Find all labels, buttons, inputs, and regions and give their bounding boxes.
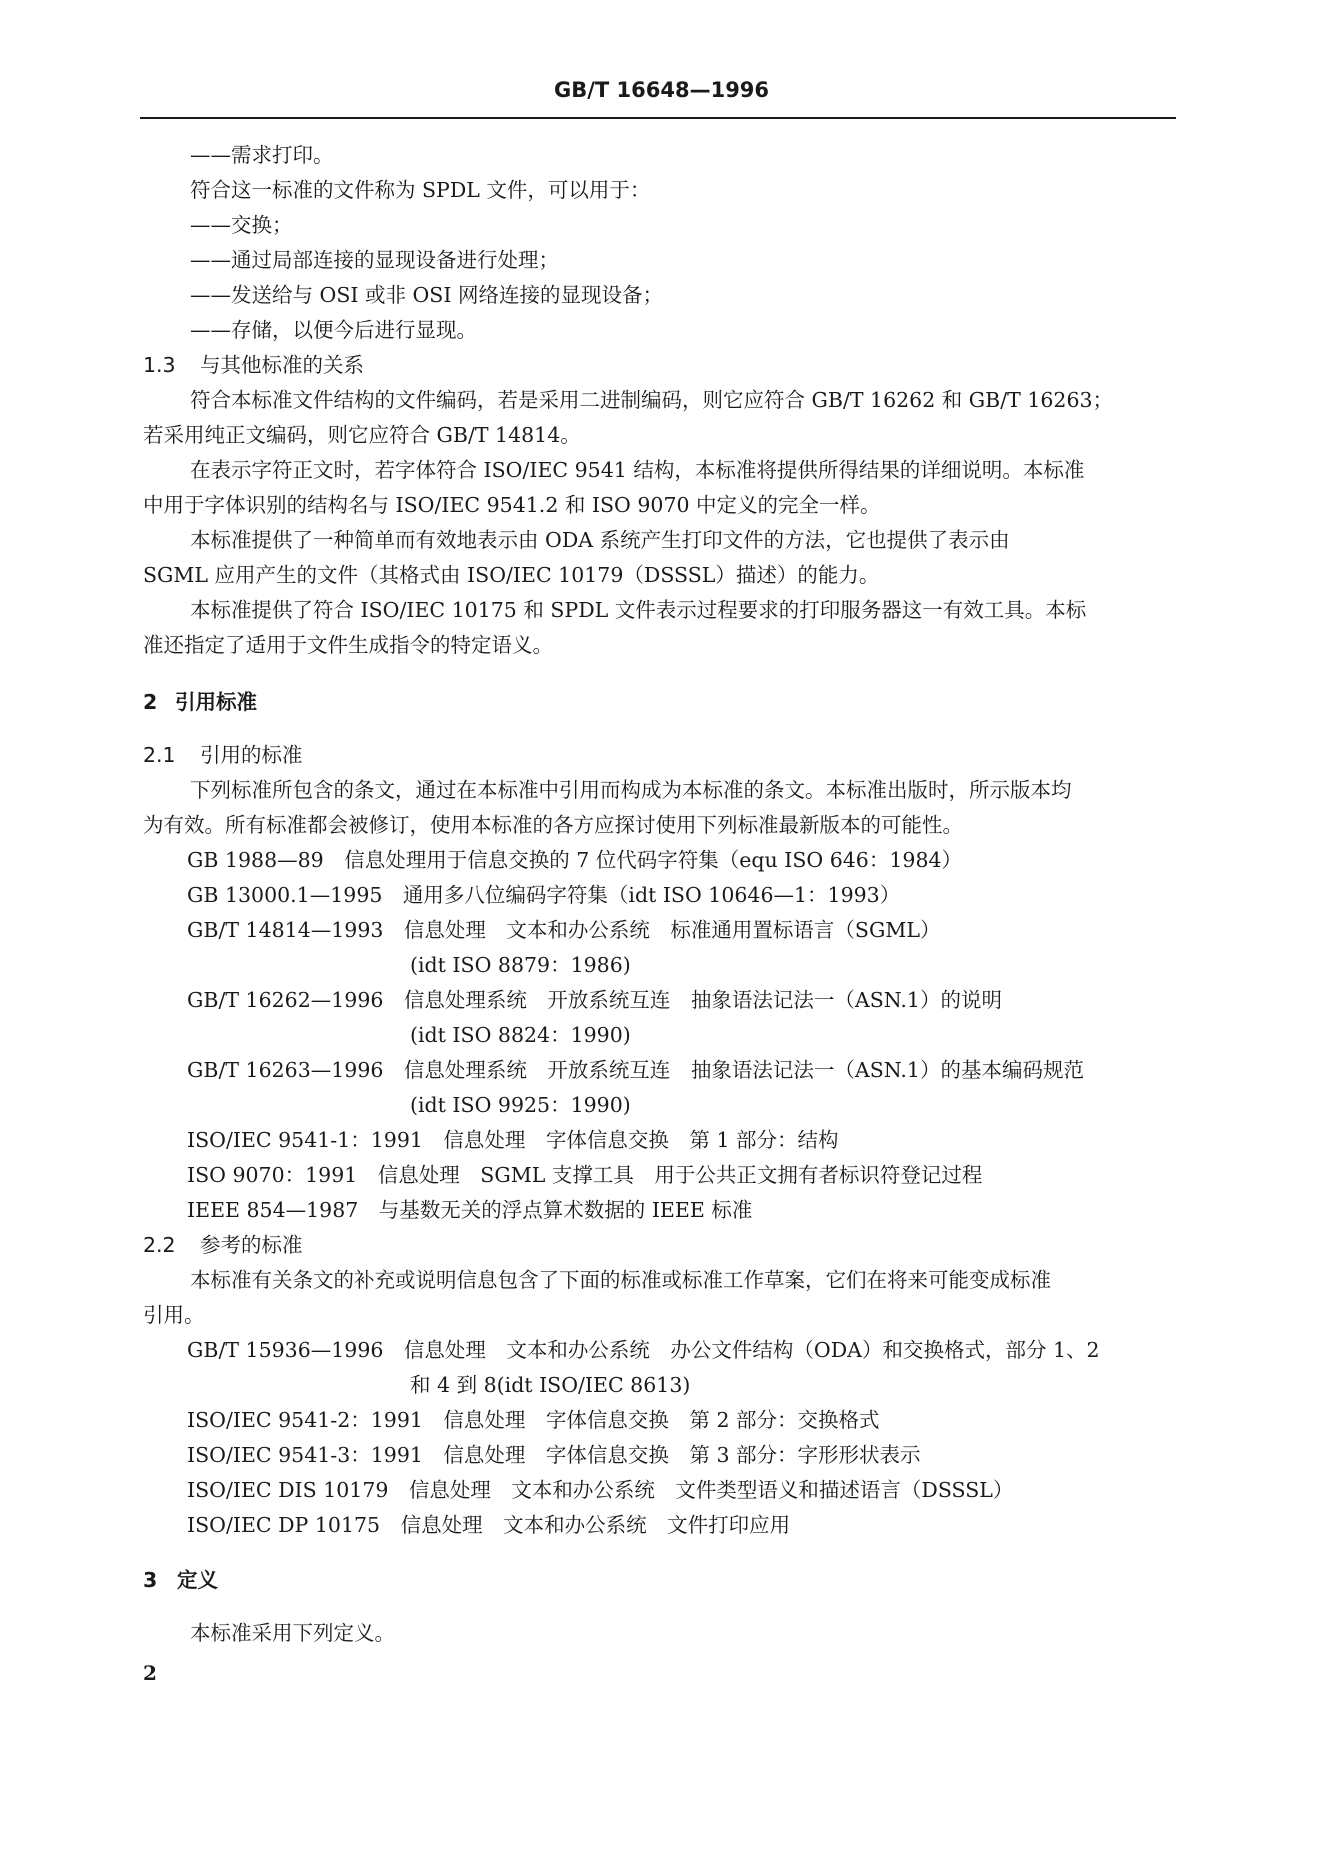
list-item-exchange: ——交换； — [190, 213, 293, 237]
paragraph-line: 中用于字体识别的结构名与 ISO/IEC 9541.2 和 ISO 9070 中定义的完全一样。 — [143, 493, 881, 517]
section-number: 2.2 — [143, 1233, 176, 1257]
section-number: 2.1 — [143, 743, 176, 767]
chapter-title: 引用标准 — [175, 690, 257, 714]
list-item-local: ——通过局部连接的显现设备进行处理； — [190, 248, 559, 272]
section-number: 1.3 — [143, 353, 176, 377]
list-item-print: ——需求打印。 — [190, 143, 334, 167]
header-rule — [140, 117, 1176, 119]
paragraph-line: 若采用纯正文编码，则它应符合 GB/T 14814。 — [143, 423, 581, 447]
reference-entry: GB/T 15936—1996 信息处理 文本和办公系统 办公文件结构（ODA）和交换格式，部分 1、2 — [187, 1338, 1100, 1362]
reference-entry: ISO/IEC 9541-3：1991 信息处理 字体信息交换 第 3 部分：字形形状表示 — [187, 1443, 921, 1467]
reference-entry: GB/T 16263—1996 信息处理系统 开放系统互连 抽象语法记法一（ASN.1）的基本编码规范 — [187, 1058, 1084, 1082]
paragraph-line: 符合本标准文件结构的文件编码，若是采用二进制编码，则它应符合 GB/T 16262 和 GB/T 16263； — [190, 388, 1114, 412]
section-title: 与其他标准的关系 — [200, 353, 364, 377]
reference-entry-cont: (idt ISO 9925：1990) — [410, 1093, 631, 1117]
section-title: 参考的标准 — [200, 1233, 303, 1257]
paragraph-line: 本标准提供了符合 ISO/IEC 10175 和 SPDL 文件表示过程要求的打印服务器这一有效工具。本标 — [190, 598, 1087, 622]
list-item-network: ——发送给与 OSI 或非 OSI 网络连接的显现设备； — [190, 283, 663, 307]
section-title: 引用的标准 — [200, 743, 303, 767]
list-item-storage: ——存储，以便今后进行显现。 — [190, 318, 477, 342]
paragraph-line: 为有效。所有标准都会被修订，使用本标准的各方应探讨使用下列标准最新版本的可能性。 — [143, 813, 963, 837]
reference-entry: ISO/IEC 9541-1：1991 信息处理 字体信息交换 第 1 部分：结构 — [187, 1128, 839, 1152]
chapter-number: 2 — [143, 690, 158, 714]
paragraph-line: 本标准采用下列定义。 — [190, 1621, 395, 1645]
paragraph-line: 下列标准所包含的条文，通过在本标准中引用而构成为本标准的条文。本标准出版时，所示版本均 — [190, 778, 1072, 802]
reference-entry: ISO 9070：1991 信息处理 SGML 支撑工具 用于公共正文拥有者标识符登记过程 — [187, 1163, 983, 1187]
paragraph-line: SGML 应用产生的文件（其格式由 ISO/IEC 10179（DSSSL）描述）的能力。 — [143, 563, 880, 587]
chapter-title: 定义 — [177, 1568, 218, 1592]
chapter-number: 3 — [143, 1568, 158, 1592]
reference-entry: GB 1988—89 信息处理用于信息交换的 7 位代码字符集（equ ISO 646：1984） — [187, 848, 963, 872]
reference-entry: GB 13000.1—1995 通用多八位编码字符集（idt ISO 10646—1：1993） — [187, 883, 901, 907]
paragraph-line: 引用。 — [143, 1303, 205, 1327]
reference-entry: ISO/IEC 9541-2：1991 信息处理 字体信息交换 第 2 部分：交换格式 — [187, 1408, 880, 1432]
paragraph-line: 准还指定了适用于文件生成指令的特定语义。 — [143, 633, 553, 657]
running-header: GB/T 16648—1996 — [553, 78, 770, 102]
reference-entry-cont: (idt ISO 8879：1986) — [410, 953, 631, 977]
reference-entry: GB/T 16262—1996 信息处理系统 开放系统互连 抽象语法记法一（ASN.1）的说明 — [187, 988, 1002, 1012]
reference-entry-cont: (idt ISO 8824：1990) — [410, 1023, 631, 1047]
reference-entry: IEEE 854—1987 与基数无关的浮点算术数据的 IEEE 标准 — [187, 1198, 753, 1222]
paragraph-line: 在表示字符正文时，若字体符合 ISO/IEC 9541 结构，本标准将提供所得结果的详细说明。本标准 — [190, 458, 1085, 482]
reference-entry-cont: 和 4 到 8(idt ISO/IEC 8613) — [410, 1373, 691, 1397]
reference-entry: GB/T 14814—1993 信息处理 文本和办公系统 标准通用置标语言（SGML） — [187, 918, 941, 942]
page-number: 2 — [143, 1661, 157, 1685]
paragraph-line: 本标准有关条文的补充或说明信息包含了下面的标准或标准工作草案，它们在将来可能变成标准 — [190, 1268, 1051, 1292]
paragraph-line: 本标准提供了一种简单而有效地表示由 ODA 系统产生打印文件的方法，它也提供了表示由 — [190, 528, 1010, 552]
paragraph: 符合这一标准的文件称为 SPDL 文件，可以用于： — [190, 178, 651, 202]
reference-entry: ISO/IEC DP 10175 信息处理 文本和办公系统 文件打印应用 — [187, 1513, 791, 1537]
reference-entry: ISO/IEC DIS 10179 信息处理 文本和办公系统 文件类型语义和描述语言（DSSSL） — [187, 1478, 1014, 1502]
